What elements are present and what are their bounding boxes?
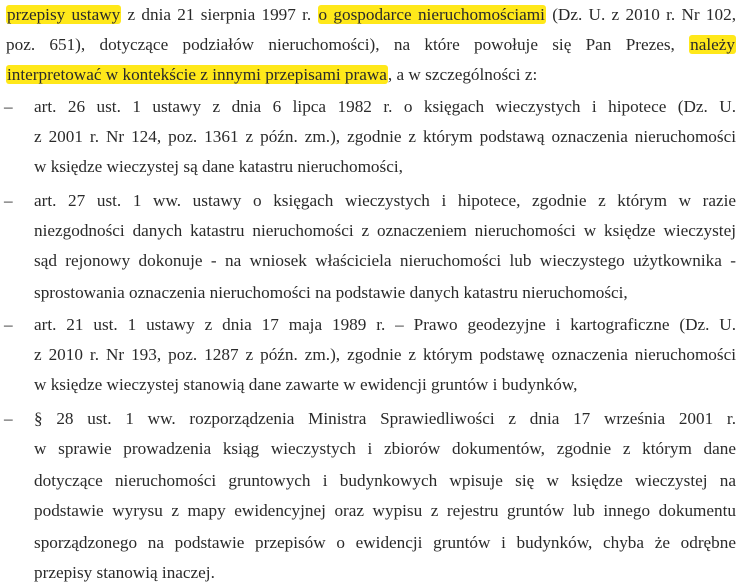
list-item-line: podstawie wyrysu z mapy ewidencyjnej oraz wypisu z rejestru gruntów lub innego dokumentu <box>34 501 736 520</box>
list-item-line: w sprawie prowadzenia ksiąg wieczystych i zbiorów dokumentów, zgodnie z którym dane <box>34 439 736 458</box>
list-item-line: dotyczące nieruchomości gruntowych i budynkowych wpisuje się w księdze wieczystej na <box>34 471 736 490</box>
list-item-line: przepisy stanowią inaczej. <box>34 563 215 582</box>
text-span: z dnia 21 sierpnia 1997 r. <box>121 5 318 24</box>
highlighted-text: interpretować w kontekście z innymi przepisami prawa <box>7 65 387 84</box>
list-item-line: art. 21 ust. 1 ustawy z dnia 17 maja 1989 r. – Prawo geodezyjne i kartograficzne (Dz. U. <box>34 315 736 334</box>
list-item-line: § 28 ust. 1 ww. rozporządzenia Ministra Sprawiedliwości z dnia 17 września 2001 r. <box>34 409 736 428</box>
list-bullet: – <box>4 191 13 210</box>
paragraph-line <box>6 34 736 56</box>
list-item-line: w księdze wieczystej stanowią dane zawarte w ewidencji gruntów i budynków, <box>34 375 578 394</box>
list-item-line: sprostowania oznaczenia nieruchomości na podstawie danych katastru nieruchomości, <box>34 283 628 302</box>
list-item-line: art. 27 ust. 1 ww. ustawy o księgach wieczystych i hipotece, zgodnie z którym w razie <box>34 191 736 210</box>
highlighted-text: należy <box>690 35 735 54</box>
highlighted-text: przepisy ustawy <box>7 5 121 24</box>
text-span: , a w szczególności z: <box>387 65 538 84</box>
paragraph-line <box>6 4 736 26</box>
list-bullet: – <box>4 409 13 428</box>
list-item-line: z 2001 r. Nr 124, poz. 1361 z późn. zm.), zgodnie z którym podstawą oznaczenia nieruchomości <box>34 127 736 146</box>
list-item-line: sporządzonego na podstawie przepisów o ewidencji gruntów i budynków, chyba że odrębne <box>34 533 736 552</box>
paragraph-line <box>6 64 736 86</box>
list-bullet: – <box>4 315 13 334</box>
list-item-line: niezgodności danych katastru nieruchomości z oznaczeniem nieruchomości w księdze wieczystej <box>34 221 736 240</box>
list-bullet: – <box>4 97 13 116</box>
list-item-line: sąd rejonowy dokonuje - na wniosek właściciela nieruchomości lub wieczystego użytkownika - <box>34 251 736 270</box>
text-span: poz. 651), dotyczące podziałów nieruchomości), na które powołuje się Pan Prezes, <box>6 35 690 54</box>
text-span: (Dz. U. z 2010 r. Nr 102, <box>545 5 737 24</box>
highlighted-text: o gospodarce nieruchomościami <box>318 5 545 24</box>
list-item-line: w księdze wieczystej są dane katastru nieruchomości, <box>34 157 403 176</box>
list-item-line: art. 26 ust. 1 ustawy z dnia 6 lipca 1982 r. o księgach wieczystych i hipotece (Dz. U. <box>34 97 736 116</box>
list-item-line: z 2010 r. Nr 193, poz. 1287 z późn. zm.), zgodnie z którym podstawę oznaczenia nieruchomości <box>34 345 736 364</box>
